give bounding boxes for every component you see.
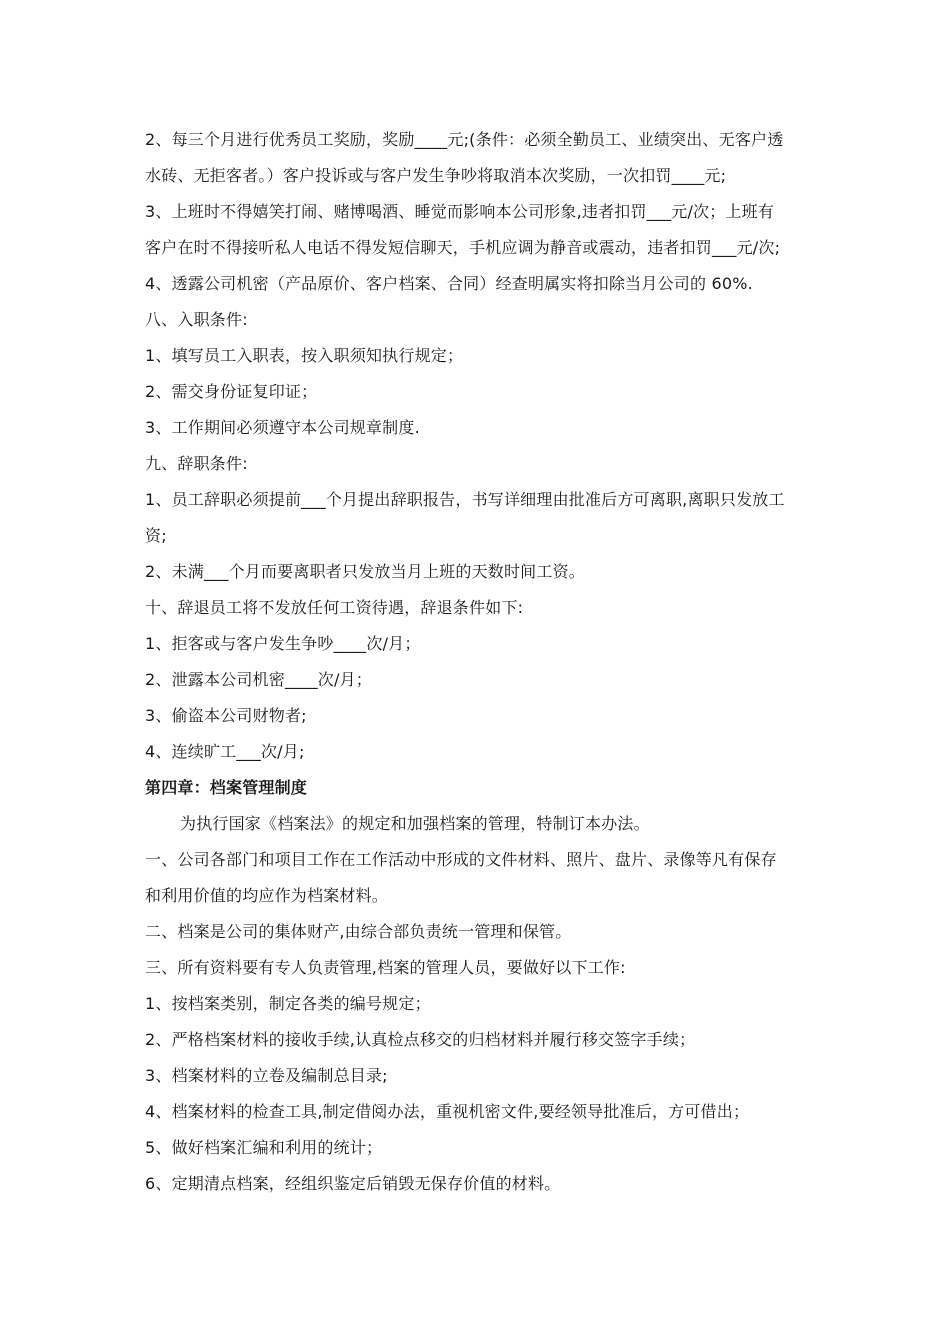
intro-paragraph: 为执行国家《档案法》的规定和加强档案的管理，特制订本办法。 (180, 814, 650, 833)
list-item: 1、拒客或与客户发生争吵____次/月； (145, 634, 421, 653)
paragraph-line: 2、每三个月进行优秀员工奖励，奖励____元;(条件：必须全勤员工、业绩突出、无客户透 (145, 130, 784, 149)
section-heading: 八、入职条件: (145, 310, 248, 329)
list-item: 6、定期清点档案，经组织鉴定后销毁无保存价值的材料。 (145, 1174, 561, 1193)
list-item: 2、严格档案材料的接收手续,认真检点移交的归档材料并履行移交签字手续； (145, 1030, 696, 1049)
list-item: 3、偷盗本公司财物者; (145, 706, 307, 725)
document-body (145, 122, 810, 1202)
paragraph-line: 二、档案是公司的集体财产,由综合部负责统一管理和保管。 (145, 922, 572, 941)
list-item: 4、档案材料的检查工具,制定借阅办法，重视机密文件,要经领导批准后，方可借出； (145, 1102, 750, 1121)
paragraph-line: 一、公司各部门和项目工作在工作活动中形成的文件材料、照片、盘片、录像等凡有保存 (145, 850, 777, 869)
paragraph-line: 三、所有资料要有专人负责管理,档案的管理人员，要做好以下工作: (145, 958, 626, 977)
list-item: 2、未满___个月而要离职者只发放当月上班的天数时间工资。 (145, 562, 585, 581)
list-item: 3、工作期间必须遵守本公司规章制度. (145, 418, 420, 437)
list-item: 3、档案材料的立卷及编制总目录; (145, 1066, 388, 1085)
list-item: 1、按档案类别，制定各类的编号规定； (145, 994, 431, 1013)
paragraph-line: 水砖、无拒客者。）客户投诉或与客户发生争吵将取消本次奖励，一次扣罚____元; (145, 166, 727, 185)
section-heading: 十、辞退员工将不发放任何工资待遇，辞退条件如下: (145, 598, 524, 617)
paragraph-line: 3、上班时不得嬉笑打闹、赌博喝酒、睡觉而影响本公司形象,违者扣罚___元/次；上班有 (145, 202, 775, 221)
list-item-continuation: 资; (145, 526, 167, 545)
list-item: 4、连续旷工___次/月; (145, 742, 305, 761)
section-heading: 九、辞职条件: (145, 454, 248, 473)
list-item: 2、需交身份证复印证； (145, 382, 318, 401)
paragraph-line: 和利用价值的均应作为档案材料。 (145, 886, 389, 905)
chapter-title: 第四章：档案管理制度 (145, 778, 308, 797)
list-item: 2、泄露本公司机密____次/月； (145, 670, 372, 689)
paragraph-line: 4、透露公司机密（产品原价、客户档案、合同）经查明属实将扣除当月公司的 60%. (145, 274, 753, 293)
list-item: 1、填写员工入职表，按入职须知执行规定； (145, 346, 464, 365)
list-item: 1、员工辞职必须提前___个月提出辞职报告，书写详细理由批准后方可离职,离职只发放工 (145, 490, 785, 509)
list-item: 5、做好档案汇编和利用的统计； (145, 1138, 383, 1157)
paragraph-line: 客户在时不得接听私人电话不得发短信聊天，手机应调为静音或震动，违者扣罚___元/次; (145, 238, 781, 257)
